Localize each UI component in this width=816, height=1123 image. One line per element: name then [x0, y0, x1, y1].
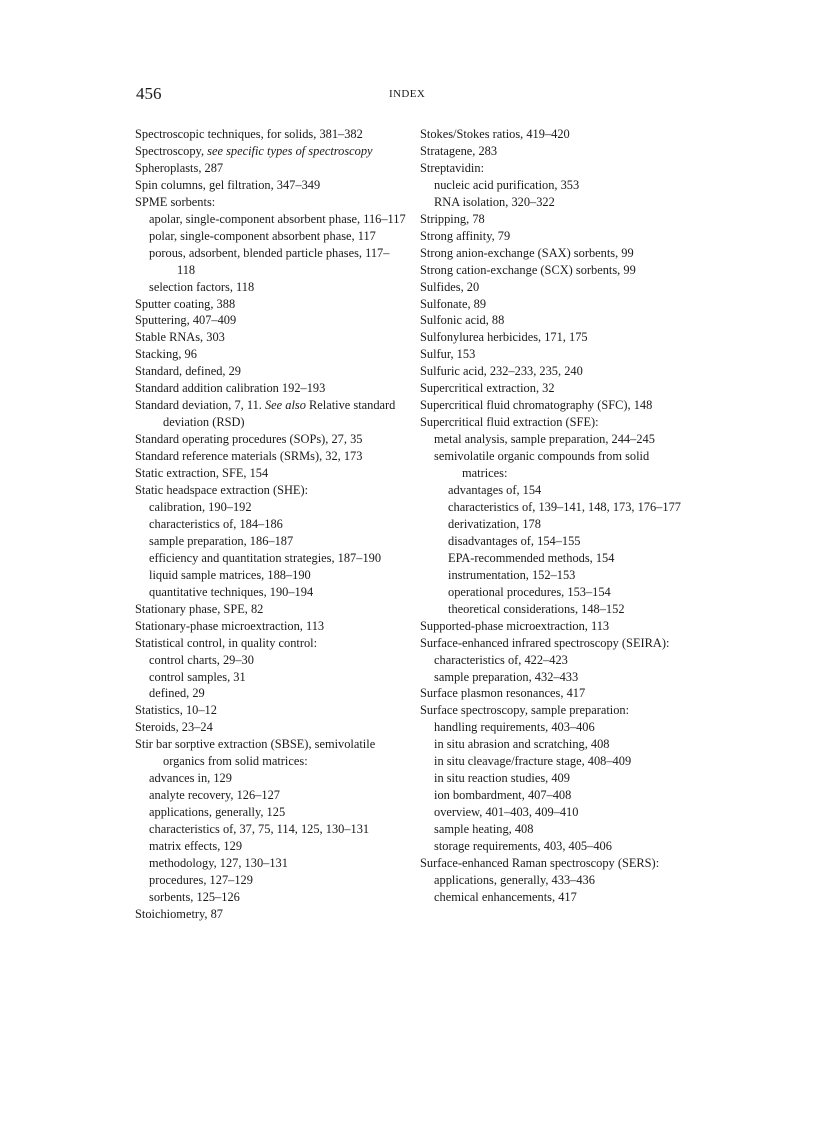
index-subentry: in situ cleavage/fracture stage, 408–409 [434, 754, 632, 769]
index-entry: Standard reference materials (SRMs), 32, 173 [135, 449, 363, 464]
index-entry: Supercritical fluid extraction (SFE): [420, 415, 599, 430]
index-entry: Strong anion-exchange (SAX) sorbents, 99 [420, 245, 634, 260]
running-head: INDEX [389, 88, 426, 100]
index-entry: Stokes/Stokes ratios, 419–420 [420, 127, 570, 141]
index-subentry: characteristics of, 37, 75, 114, 125, 130–131 [149, 822, 370, 837]
index-entry: Surface spectroscopy, sample preparation: [420, 703, 630, 718]
index-entry: Standard addition calibration 192–193 [135, 381, 326, 396]
index-subentry: polar, single-component absorbent phase, 117 [149, 228, 376, 243]
index-subentry: sample heating, 408 [434, 822, 534, 837]
index-entry: Standard, defined, 29 [135, 364, 241, 379]
index-entry: Stir bar sorptive extraction (SBSE), semivolatile organics from solid matrices: [135, 737, 376, 769]
index-entry: Strong cation-exchange (SCX) sorbents, 99 [420, 262, 636, 277]
index-subentry: ion bombardment, 407–408 [434, 788, 572, 803]
index-entry: Stacking, 96 [135, 347, 197, 362]
index-entry: Sulfonic acid, 88 [420, 313, 505, 328]
index-subentry: methodology, 127, 130–131 [149, 855, 288, 870]
index-entry: Supported-phase microextraction, 113 [420, 618, 610, 633]
index-subentry: advantages of, 154 [448, 483, 542, 498]
index-subentry: control samples, 31 [149, 669, 246, 684]
index-entry: Stoichiometry, 87 [135, 906, 223, 921]
index-entry: Statistics, 10–12 [135, 703, 217, 718]
index-subentry: characteristics of, 184–186 [149, 516, 283, 531]
index-subentry: nucleic acid purification, 353 [434, 177, 580, 192]
index-entry: Static headspace extraction (SHE): [135, 483, 309, 498]
index-entry: Statistical control, in quality control: [135, 635, 318, 650]
index-entry: Stationary phase, SPE, 82 [135, 601, 264, 616]
index-subentry: selection factors, 118 [149, 279, 255, 294]
index-entry: Surface-enhanced infrared spectroscopy (SEIRA): [420, 635, 670, 650]
index-entry: Sulfur, 153 [420, 347, 476, 362]
index-subentry: porous, adsorbent, blended particle phases, 117–118 [149, 245, 390, 277]
index-entry: Stationary-phase microextraction, 113 [135, 618, 325, 633]
index-subentry: sample preparation, 186–187 [149, 533, 294, 548]
index-subentry: overview, 401–403, 409–410 [434, 805, 579, 820]
index-entry: Static extraction, SFE, 154 [135, 466, 269, 481]
index-subentry: in situ abrasion and scratching, 408 [434, 737, 610, 752]
index-entry: Standard operating procedures (SOPs), 27, 35 [135, 432, 363, 447]
index-entry: SPME sorbents: [135, 194, 216, 209]
index-subentry: theoretical considerations, 148–152 [448, 601, 625, 616]
index-subentry: derivatization, 178 [448, 516, 541, 531]
index-column-left [135, 126, 407, 923]
index-subentry: instrumentation, 152–153 [448, 567, 576, 582]
index-subentry: RNA isolation, 320–322 [434, 194, 555, 209]
index-subentry: operational procedures, 153–154 [448, 584, 611, 599]
index-entry: Spectroscopy, see specific types of spectroscopy [135, 143, 373, 158]
index-entry: Sulfides, 20 [420, 279, 480, 294]
index-entry: Spectroscopic techniques, for solids, 381–382 [135, 127, 363, 141]
index-subentry: defined, 29 [149, 686, 205, 701]
index-subentry: matrix effects, 129 [149, 839, 243, 854]
index-subentry: disadvantages of, 154–155 [448, 533, 581, 548]
index-entry: Strong affinity, 79 [420, 228, 511, 243]
index-subentry: applications, generally, 433–436 [434, 872, 595, 887]
index-entry: Surface-enhanced Raman spectroscopy (SERS): [420, 855, 660, 870]
index-subentry: characteristics of, 139–141, 148, 173, 176–177 [448, 499, 681, 514]
index-subentry: characteristics of, 422–423 [434, 652, 568, 667]
index-subentry: in situ reaction studies, 409 [434, 771, 570, 786]
index-entry: Stable RNAs, 303 [135, 330, 225, 345]
index-subentry: sample preparation, 432–433 [434, 669, 579, 684]
index-subentry: analyte recovery, 126–127 [149, 788, 280, 803]
index-subentry: storage requirements, 403, 405–406 [434, 839, 612, 854]
index-entry: Spheroplasts, 287 [135, 160, 224, 175]
index-subentry: sorbents, 125–126 [149, 889, 240, 904]
index-subentry: calibration, 190–192 [149, 499, 252, 514]
index-subentry: metal analysis, sample preparation, 244–245 [434, 432, 655, 447]
index-entry: Steroids, 23–24 [135, 720, 213, 735]
index-subentry: handling requirements, 403–406 [434, 720, 595, 735]
index-subentry: semivolatile organic compounds from solid matrices: [434, 449, 650, 481]
index-entry: Sputter coating, 388 [135, 296, 236, 311]
index-subentry: efficiency and quantitation strategies, 187–190 [149, 550, 382, 565]
index-entry: Supercritical extraction, 32 [420, 381, 555, 396]
index-entry: Sulfonate, 89 [420, 296, 487, 311]
index-entry: Spin columns, gel filtration, 347–349 [135, 177, 321, 192]
index-subentry: apolar, single-component absorbent phase, 116–117 [149, 211, 406, 226]
index-entry: Standard deviation, 7, 11. See also Relative standard deviation (RSD) [135, 398, 396, 430]
index-subentry: control charts, 29–30 [149, 652, 254, 667]
index-entry: Stripping, 78 [420, 211, 485, 226]
page-number: 456 [136, 84, 162, 103]
index-subentry: chemical enhancements, 417 [434, 889, 577, 904]
index-subentry: EPA-recommended methods, 154 [448, 550, 615, 565]
index-entry: Surface plasmon resonances, 417 [420, 686, 586, 701]
index-entry: Streptavidin: [420, 160, 485, 175]
index-entry: Sulfuric acid, 232–233, 235, 240 [420, 364, 583, 379]
index-column-right [420, 126, 692, 906]
index-entry: Supercritical fluid chromatography (SFC), 148 [420, 398, 653, 413]
index-subentry: quantitative techniques, 190–194 [149, 584, 314, 599]
index-entry: Sulfonylurea herbicides, 171, 175 [420, 330, 588, 345]
index-entry: Sputtering, 407–409 [135, 313, 237, 328]
index-subentry: applications, generally, 125 [149, 805, 286, 820]
index-subentry: procedures, 127–129 [149, 872, 253, 887]
index-entry: Stratagene, 283 [420, 143, 498, 158]
index-subentry: liquid sample matrices, 188–190 [149, 567, 311, 582]
index-subentry: advances in, 129 [149, 771, 232, 786]
